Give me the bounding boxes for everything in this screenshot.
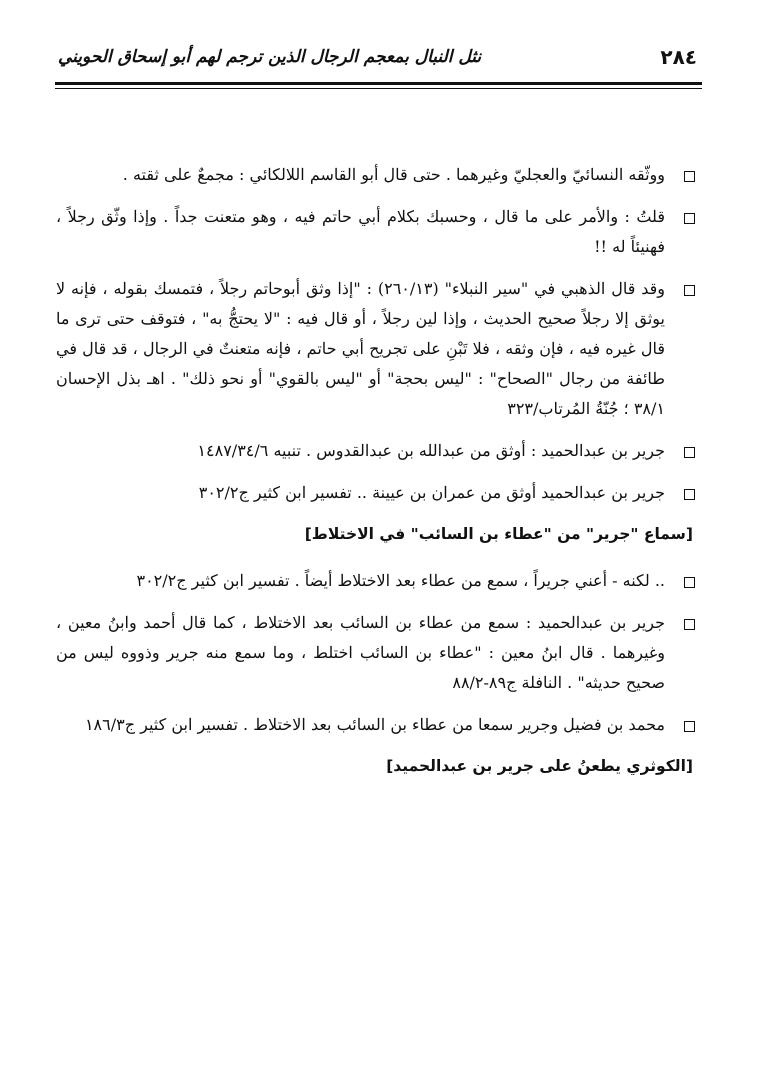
entry-text: محمد بن فضيل وجرير سمعا من عطاء بن السائب بعد الاختلاط . تفسير ابن كثير ج١٨٦/٣ <box>84 715 665 734</box>
entry-text: ووثّقه النسائيّ والعجليّ وغيرهما . حتى قال أبو القاسم اللالكائي : مجمعٌ على ثقته . <box>122 165 665 184</box>
entry-8 <box>56 710 695 740</box>
entry-text: .. لكنه - أعني جريراً ، سمع من عطاء بعد الاختلاط أيضاً . تفسير ابن كثير ج٣٠٢/٢ <box>136 571 665 590</box>
section-heading: [سماع "جرير" من "عطاء بن السائب" في الاختلاط] <box>304 525 693 543</box>
page-header <box>58 40 697 74</box>
page-number: ٢٨٤ <box>660 45 697 69</box>
entry-1 <box>56 160 695 190</box>
checkbox-bullet-icon <box>684 577 695 588</box>
entry-3 <box>56 274 695 424</box>
checkbox-bullet-icon <box>684 619 695 630</box>
entry-text: وقد قال الذهبي في "سير النبلاء" (٢٦٠/١٣) : "إذا وثق أبوحاتم رجلاً ، فتمسك بقوله ، فإنه لا يوثق إلا رجلاً صحيح الحديث ، وإذا لين رجلاً ، أو قال فيه : "لا يحتجُّ به" ، فتوقف حتى ترى ما قال غيره فيه ، فإن وثقه ، فلا تَبْنِ على تجريح أبي حاتم ، فإنه متعنتٌ في الرجال ، قد قال في طائفة من رجال "الصحاح" : "ليس بحجة" أو "ليس بالقوي" أو نحو ذلك" . اهـ بذل الإحسان ٣٨/١ ؛ جُنّةُ المُرتاب/٣٢٣ <box>56 279 666 418</box>
entry-6 <box>56 566 695 596</box>
entry-7 <box>56 608 695 698</box>
entry-5 <box>56 478 695 508</box>
entry-text: جرير بن عبدالحميد : أوثق من عبدالله بن عبدالقدوس . تنبيه ١٤٨٧/٣٤/٦ <box>197 441 665 460</box>
entry-text: جرير بن عبدالحميد : سمع من عطاء بن السائب بعد الاختلاط ، كما قال أحمد وابنُ معين ، وغيرهما . قال ابنُ معين : "عطاء بن السائب اختلط ، وما سمع منه جرير وذووه ليس من صحيح حديثه" . النافلة ج٨٩-٨٨/٢ <box>56 613 665 692</box>
entry-text: قلتُ : والأمر على ما قال ، وحسبك بكلام أبي حاتم فيه ، وهو متعنت جداً . وإذا وثّق رجلاً ، فهنيئاً له !! <box>56 207 665 256</box>
section-heading: [الكوثري يطعنُ على جرير بن عبدالحميد] <box>386 757 693 775</box>
entry-text: جرير بن عبدالحميد أوثق من عمران بن عيينة .. تفسير ابن كثير ج٣٠٢/٢ <box>198 483 665 502</box>
header-rule-thick <box>55 82 702 85</box>
checkbox-bullet-icon <box>684 447 695 458</box>
entry-4 <box>56 436 695 466</box>
page-content <box>56 160 695 798</box>
running-title: نثل النبال بمعجم الرجال الذين ترجم لهم أبو إسحاق الحويني <box>58 47 482 67</box>
checkbox-bullet-icon <box>684 213 695 224</box>
checkbox-bullet-icon <box>684 285 695 296</box>
header-rule-thin <box>55 88 702 89</box>
checkbox-bullet-icon <box>684 721 695 732</box>
checkbox-bullet-icon <box>684 489 695 500</box>
entry-2 <box>56 202 695 262</box>
checkbox-bullet-icon <box>684 171 695 182</box>
